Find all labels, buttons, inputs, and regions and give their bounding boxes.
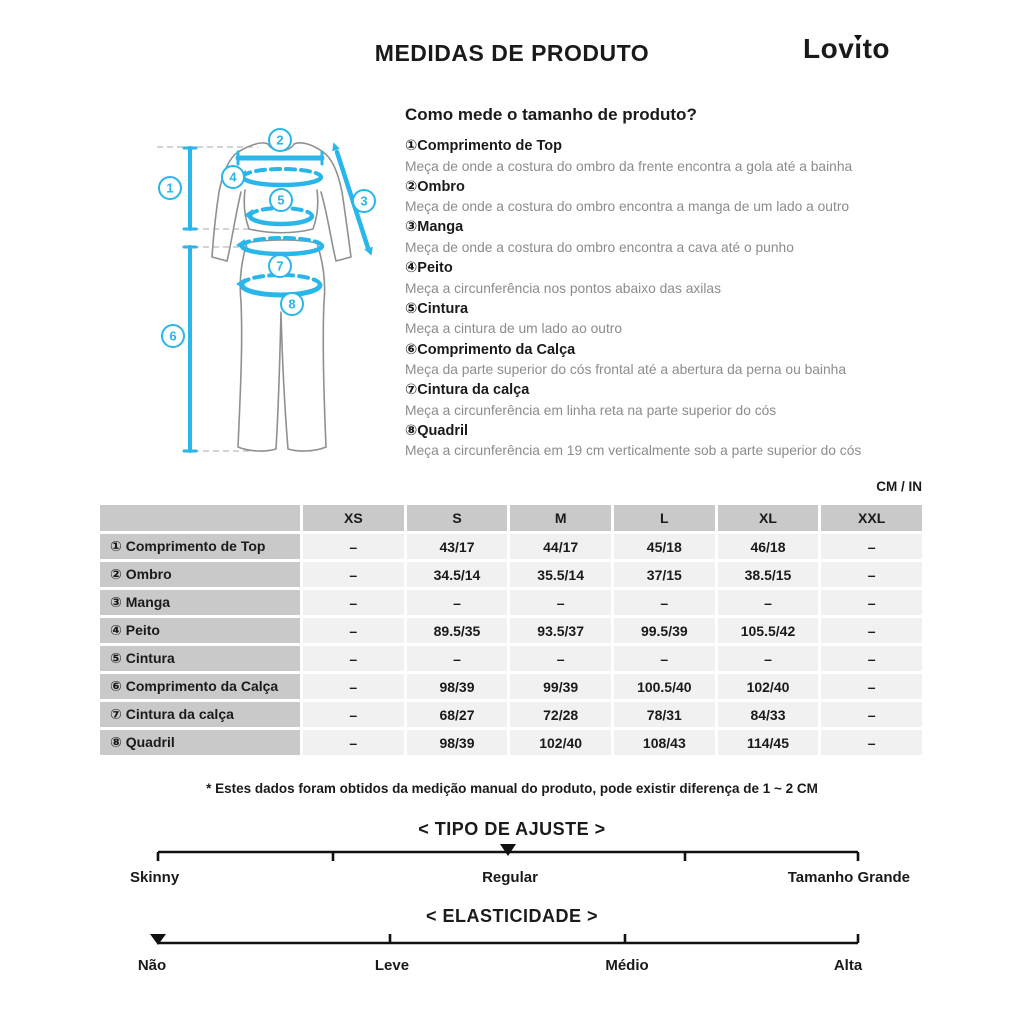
table-cell: 99.5/39 <box>614 618 715 643</box>
table-cell: – <box>303 618 404 643</box>
garment-measurement-diagram <box>140 118 400 480</box>
guide-item-label: Cintura <box>417 300 469 317</box>
size-table <box>100 505 922 755</box>
table-cell: 102/40 <box>718 674 819 699</box>
table-corner-cell <box>100 505 300 531</box>
measurement-arrowheads <box>236 142 373 289</box>
brand-logo-prefix: Lov <box>803 33 855 64</box>
table-cell: 100.5/40 <box>614 674 715 699</box>
guide-item-desc: Meça a circunferência nos pontos abaixo das axilas <box>405 280 721 296</box>
table-cell: 34.5/14 <box>407 562 508 587</box>
unit-label: CM / IN <box>876 479 922 494</box>
guide-item-number: ⑤ <box>405 300 418 317</box>
svg-text:1: 1 <box>166 180 174 196</box>
table-cell: – <box>821 590 922 615</box>
guide-item-desc: Meça a cintura de um lado ao outro <box>405 321 623 337</box>
table-cell: 46/18 <box>718 534 819 559</box>
elasticity-heading: < ELASTICIDADE > <box>425 906 599 926</box>
table-cell: – <box>821 618 922 643</box>
table-header-xs: XS <box>303 505 404 531</box>
elasticity-label-none: Não <box>137 957 167 974</box>
table-cell: 98/39 <box>407 730 508 755</box>
guide-item-label: Comprimento da Calça <box>417 341 576 358</box>
table-cell: – <box>821 534 922 559</box>
guide-item-sleeve <box>405 217 923 258</box>
svg-text:4: 4 <box>229 169 237 185</box>
guide-item-shoulder <box>405 177 923 218</box>
measure-badge-6 <box>162 325 184 347</box>
guide-item-number: ⑥ <box>405 341 418 358</box>
row-label-sleeve: ③ Manga <box>100 590 300 615</box>
table-header-m: M <box>510 505 611 531</box>
measure-guide <box>405 105 923 462</box>
row-label-bust: ④ Peito <box>100 618 300 643</box>
table-cell: – <box>614 590 715 615</box>
table-cell: 78/31 <box>614 702 715 727</box>
brand-logo-i: ı <box>854 33 863 64</box>
table-cell: 98/39 <box>407 674 508 699</box>
table-cell: – <box>303 730 404 755</box>
row-label-pants-length: ⑥ Comprimento da Calça <box>100 674 300 699</box>
guide-item-bust <box>405 258 923 299</box>
fit-label-regular: Regular <box>482 869 538 886</box>
svg-text:2: 2 <box>276 132 284 148</box>
table-cell: 105.5/42 <box>718 618 819 643</box>
guide-item-desc: Meça da parte superior do cós frontal até a abertura da perna ou bainha <box>405 362 847 378</box>
table-header-s: S <box>407 505 508 531</box>
table-cell: – <box>821 730 922 755</box>
table-cell: 44/17 <box>510 534 611 559</box>
guide-item-number: ④ <box>405 260 418 277</box>
guide-item-label: Comprimento de Top <box>417 138 563 154</box>
table-cell: – <box>407 646 508 671</box>
guide-item-label: Manga <box>417 219 464 236</box>
measure-badge-2 <box>269 129 291 151</box>
guide-item-desc: Meça de onde a costura do ombro encontra a cava até o punho <box>405 239 794 255</box>
elasticity-label-high: Alta <box>833 957 863 974</box>
row-label-top-length: ① Comprimento de Top <box>100 534 300 559</box>
fit-type-heading: < TIPO DE AJUSTE > <box>418 819 606 839</box>
guide-item-desc: Meça de onde a costura do ombro encontra a manga de um lado a outro <box>405 199 850 215</box>
row-label-pants-waist: ⑦ Cintura da calça <box>100 702 300 727</box>
table-header-l: L <box>614 505 715 531</box>
guide-item-pants-length <box>405 340 923 381</box>
guide-item-number: ⑦ <box>405 382 418 399</box>
table-cell: – <box>303 590 404 615</box>
table-cell: – <box>303 674 404 699</box>
guide-item-label: Ombro <box>417 178 465 195</box>
table-header-xxl: XXL <box>821 505 922 531</box>
table-cell: – <box>407 590 508 615</box>
table-cell: 35.5/14 <box>510 562 611 587</box>
measure-badge-7 <box>269 255 291 277</box>
table-cell: – <box>821 562 922 587</box>
measurement-disclaimer: * Estes dados foram obtidos da medição manual do produto, pode existir diferença de 1 ~ 2 CM <box>206 781 818 796</box>
table-cell: 45/18 <box>614 534 715 559</box>
table-cell: – <box>303 702 404 727</box>
guide-item-number: ① <box>405 138 418 154</box>
guide-item-waist <box>405 299 923 340</box>
guide-item-number: ② <box>405 178 418 195</box>
table-cell: 84/33 <box>718 702 819 727</box>
svg-text:5: 5 <box>277 192 285 208</box>
table-cell: – <box>303 646 404 671</box>
page-title: MEDIDAS DE PRODUTO <box>374 40 650 66</box>
svg-text:3: 3 <box>360 193 368 209</box>
table-cell: 38.5/15 <box>718 562 819 587</box>
svg-text:6: 6 <box>169 328 177 344</box>
elasticity-label-light: Leve <box>374 957 410 974</box>
table-cell: 93.5/37 <box>510 618 611 643</box>
table-cell: 99/39 <box>510 674 611 699</box>
table-cell: 108/43 <box>614 730 715 755</box>
guide-item-top-length <box>405 136 923 177</box>
table-header-xl: XL <box>718 505 819 531</box>
fit-label-plus-size: Tamanho Grande <box>787 869 910 886</box>
table-cell: – <box>614 646 715 671</box>
table-cell: 89.5/35 <box>407 618 508 643</box>
table-cell: 114/45 <box>718 730 819 755</box>
measure-badge-3 <box>353 190 375 212</box>
svg-text:7: 7 <box>276 258 284 274</box>
fit-type-scale <box>130 840 920 865</box>
guide-item-label: Peito <box>417 260 453 277</box>
table-cell: – <box>718 590 819 615</box>
guide-item-desc: Meça a circunferência em linha reta na parte superior do cós <box>405 402 777 418</box>
guide-item-number: ⑧ <box>405 422 418 439</box>
guide-item-pants-waist <box>405 380 923 421</box>
table-cell: 102/40 <box>510 730 611 755</box>
table-cell: – <box>821 646 922 671</box>
table-cell: 43/17 <box>407 534 508 559</box>
guide-item-desc: Meça a circunferência em 19 cm verticalmente sob a parte superior do cós <box>405 443 862 459</box>
guide-item-number: ③ <box>405 219 418 236</box>
guide-item-label: Cintura da calça <box>417 382 530 399</box>
elasticity-label-medium: Médio <box>605 957 649 974</box>
table-cell: 37/15 <box>614 562 715 587</box>
brand-logo <box>803 33 890 65</box>
table-cell: – <box>821 702 922 727</box>
measure-badge-5 <box>270 189 292 211</box>
measure-badge-4 <box>222 166 244 188</box>
guide-item-label: Quadril <box>417 422 469 439</box>
brand-logo-heart-dot-icon <box>854 35 862 41</box>
table-cell: – <box>303 562 404 587</box>
elasticity-scale <box>130 930 920 950</box>
measure-badge-8 <box>281 293 303 315</box>
svg-text:8: 8 <box>288 296 296 312</box>
table-cell: – <box>510 646 611 671</box>
row-label-hip: ⑧ Quadril <box>100 730 300 755</box>
table-cell: – <box>718 646 819 671</box>
fit-marker-icon <box>500 844 516 856</box>
row-label-shoulder: ② Ombro <box>100 562 300 587</box>
guide-item-hip <box>405 421 923 462</box>
fit-label-skinny: Skinny <box>130 869 180 886</box>
table-cell: 72/28 <box>510 702 611 727</box>
table-cell: – <box>303 534 404 559</box>
row-label-waist: ⑤ Cintura <box>100 646 300 671</box>
table-cell: – <box>510 590 611 615</box>
measure-badge-1 <box>159 177 181 199</box>
guide-item-desc: Meça de onde a costura do ombro da frente encontra a gola até a bainha <box>405 158 853 174</box>
guide-heading: Como mede o tamanho de produto? <box>405 105 697 124</box>
table-cell: – <box>821 674 922 699</box>
table-cell: 68/27 <box>407 702 508 727</box>
brand-logo-suffix: to <box>862 33 890 64</box>
